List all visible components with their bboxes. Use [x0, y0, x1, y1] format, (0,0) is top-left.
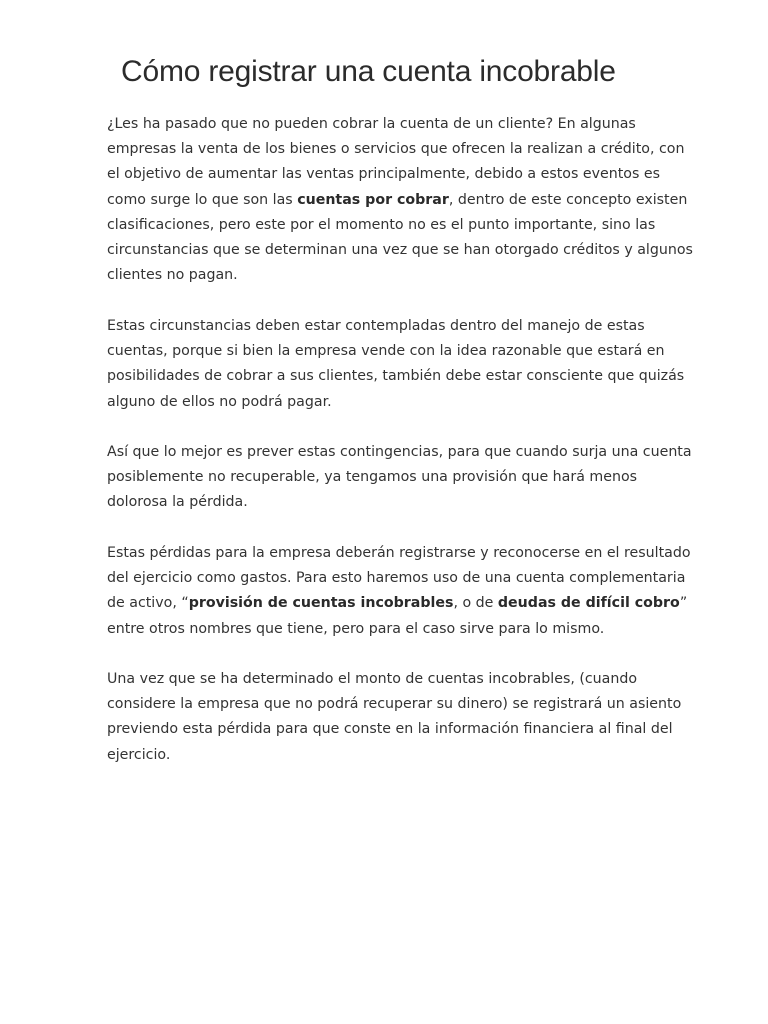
text-line: [107, 617, 717, 642]
bold-term: provisión de cuentas incobrables: [188, 595, 454, 612]
paragraph: [107, 440, 717, 516]
text-line: [107, 692, 717, 717]
text-line: [107, 541, 717, 566]
bold-term: cuentas por cobrar: [297, 191, 449, 208]
text-segment: Estas pérdidas para la empresa deberán registrarse y reconocerse en el resultado: [107, 545, 691, 561]
paragraph: [107, 112, 717, 288]
bold-term: deudas de difícil cobro: [497, 595, 680, 612]
text-segment: circunstancias que se determinan una vez que se han otorgado créditos y algunos: [107, 242, 693, 259]
text-line: [107, 490, 717, 515]
paragraph: [107, 314, 717, 415]
text-segment: Estas circunstancias deben estar contempladas dentro del manejo de estas: [107, 318, 645, 334]
text-segment: Así que lo mejor es prever estas contingencias, para que cuando surja una cuenta: [107, 444, 692, 460]
text-line: [107, 390, 717, 415]
text-segment: del ejercicio como gastos. Para esto haremos uso de una cuenta complementaria: [107, 570, 686, 587]
text-segment: clientes no pagan.: [107, 267, 238, 284]
text-segment: cuentas, porque si bien la empresa vende con la idea razonable que estará en: [107, 343, 665, 360]
text-line: [107, 213, 717, 238]
text-segment: , o de: [453, 595, 498, 612]
text-segment: , dentro de este concepto existen: [448, 191, 688, 208]
text-segment: previendo esta pérdida para que conste en la información financiera al final del: [107, 721, 673, 738]
text-segment: el objetivo de aumentar las ventas principalmente, debido a estos eventos es: [107, 166, 660, 183]
text-segment: ¿Les ha pasado que no pueden cobrar la cuenta de un cliente? En algunas: [107, 116, 636, 132]
text-segment: ”: [679, 595, 688, 612]
text-line: [107, 591, 717, 616]
text-segment: posibilidades de cobrar a sus clientes, también debe estar consciente que quizás: [107, 368, 685, 385]
text-line: [107, 465, 717, 490]
page-title: Cómo registrar una cuenta incobrable: [121, 55, 616, 88]
text-segment: de activo, “: [107, 595, 189, 612]
text-line: [107, 314, 717, 339]
text-line: [107, 364, 717, 389]
text-line: [107, 743, 717, 768]
text-line: [107, 263, 717, 288]
paragraph: [107, 541, 717, 642]
text-line: [107, 566, 717, 591]
text-line: [107, 339, 717, 364]
text-line: [107, 440, 717, 465]
text-segment: considere la empresa que no podrá recuperar su dinero) se registrará un asiento: [107, 696, 682, 713]
text-line: [107, 188, 717, 213]
text-segment: alguno de ellos no podrá pagar.: [107, 393, 332, 410]
text-segment: empresas la venta de los bienes o servicios que ofrecen la realizan a crédito, con: [107, 141, 685, 158]
text-line: [107, 238, 717, 263]
text-segment: clasificaciones, pero este por el momento no es el punto importante, sino las: [107, 216, 656, 233]
text-line: [107, 112, 717, 137]
text-segment: dolorosa la pérdida.: [107, 494, 248, 511]
text-segment: como surge lo que son las: [107, 191, 298, 208]
text-line: [107, 137, 717, 162]
text-segment: entre otros nombres que tiene, pero para el caso sirve para lo mismo.: [107, 620, 605, 637]
text-line: [107, 667, 717, 692]
text-line: [107, 162, 717, 187]
text-line: [107, 717, 717, 742]
text-segment: posiblemente no recuperable, ya tengamos una provisión que hará menos: [107, 469, 638, 486]
text-segment: ejercicio.: [107, 746, 171, 763]
text-segment: Una vez que se ha determinado el monto de cuentas incobrables, (cuando: [107, 671, 638, 687]
paragraph: [107, 667, 717, 768]
